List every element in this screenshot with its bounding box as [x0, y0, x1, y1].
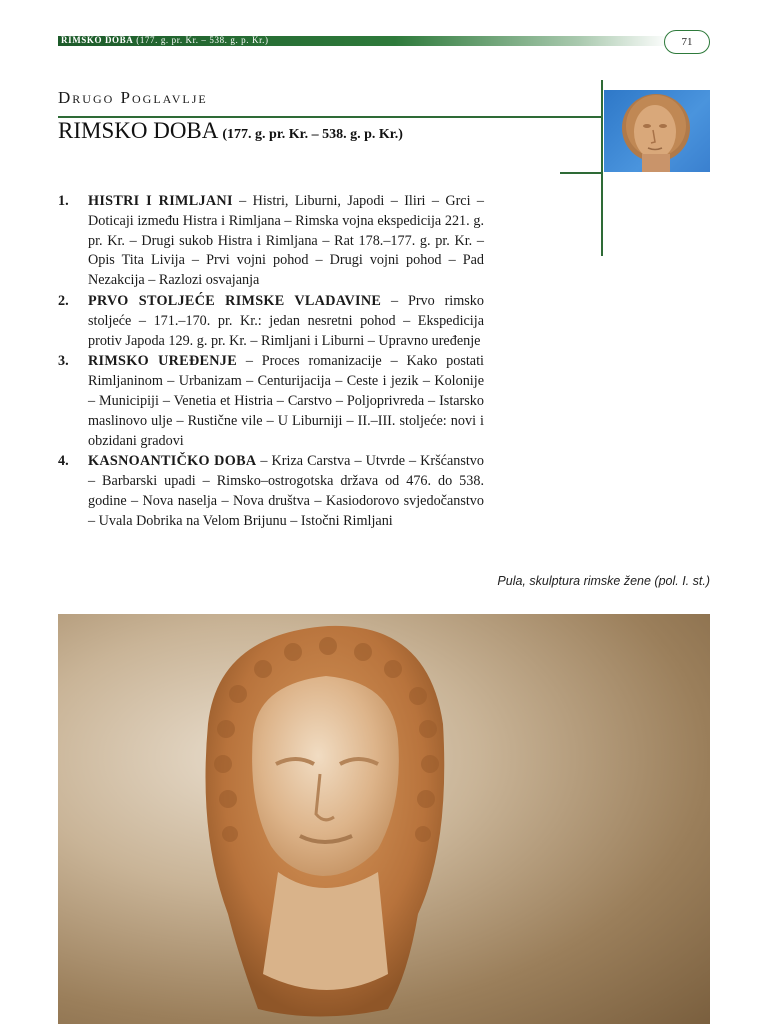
- horizontal-rule-short: [560, 172, 602, 174]
- toc-body: [88, 452, 484, 531]
- toc-heading: HISTRI I RIMLJANI: [88, 193, 233, 209]
- running-title: RIMSKO DOBA: [61, 35, 134, 45]
- sculpture-thumbnail-graphic: [604, 90, 710, 172]
- toc-text: – Histri, Liburni, Japodi – Iliri – Grci – Doticaji između Histra i Rimljana – Rimska vojna ekspedicija 221. g. pr. Kr. – Drugi sukob Histra i Rimljana – Rat 178.–177. g. pr. Kr. – Opis Tita Livija – Prvi vojni pohod – Drugi vojni pohod – Pad Nezakcija – Razlozi osvajanja: [88, 193, 484, 289]
- page-title: [58, 118, 403, 144]
- chapter-title-dates: (177. g. pr. Kr. – 538. g. p. Kr.): [222, 127, 403, 142]
- toc-text: – Proces romanizacije – Kako postati Rimljaninom – Urbanizam – Centurijacija – Ceste i jezik – Kolonije – Municipiji – Venetia et Histria – Carstvo – Poljoprivreda – Istarsko maslinovo ulje – Rustične vile – U Liburniji – II.–III. stoljeće: novi i obzidani gradovi: [88, 353, 484, 449]
- toc-heading: PRVO STOLJEĆE RIMSKE VLADAVINE: [88, 292, 382, 309]
- toc-item: [58, 352, 484, 451]
- vertical-rule: [601, 80, 603, 256]
- toc-body: [88, 192, 484, 291]
- chapter-contents: [58, 192, 484, 533]
- toc-body: [88, 352, 484, 451]
- toc-number: 1.: [58, 193, 69, 209]
- page-number: 71: [664, 30, 710, 54]
- toc-heading: RIMSKO UREĐENJE: [88, 353, 237, 370]
- toc-item: [58, 192, 484, 291]
- sculpture-photo: [58, 614, 710, 1024]
- chapter-label: Drugo Poglavlje: [58, 88, 208, 107]
- sculpture-photo-graphic: [58, 614, 710, 1024]
- toc-number: 3.: [58, 353, 69, 370]
- photo-caption: Pula, skulptura rimske žene (pol. I. st.): [497, 574, 710, 588]
- toc-item: [58, 452, 484, 531]
- running-header: [61, 35, 269, 46]
- toc-item: [58, 292, 484, 351]
- toc-number: 4.: [58, 453, 69, 470]
- chapter-title: RIMSKO DOBA: [58, 118, 219, 143]
- toc-body: [88, 292, 484, 351]
- toc-text: – Prvo rimsko stoljeće – 171.–170. pr. Kr.: jedan nesretni pohod – Ekspedicija protiv Japoda 129. g. pr. Kr. – Rimljani i Liburni – Upravno uređenje: [88, 292, 484, 349]
- toc-text: – Kriza Carstva – Utvrde – Kršćanstvo – Barbarski upadi – Rimsko–ostrogotska država od 476. do 538. godine – Nova naselja – Nova društva – Kasiodorovo svjedočanstvo – Uvala Dobrika na Velom Brijunu – Istočni Rimljani: [88, 453, 484, 529]
- toc-number: 2.: [58, 292, 69, 309]
- toc-heading: KASNOANTIČKO DOBA: [88, 453, 257, 470]
- running-dates: (177. g. pr. Kr. – 538. g. p. Kr.): [136, 35, 269, 45]
- sculpture-thumbnail-image: [604, 90, 710, 172]
